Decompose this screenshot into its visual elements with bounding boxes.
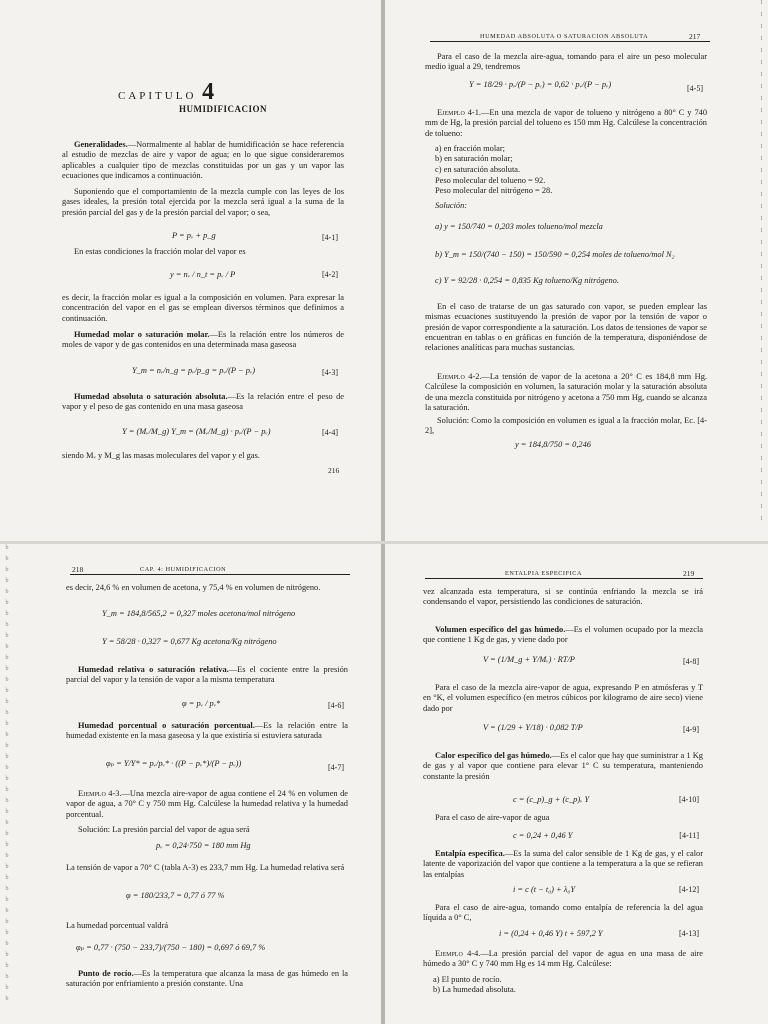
paragraph: La humedad porcentual valdrá — [66, 921, 169, 930]
scan-separator — [0, 541, 768, 544]
equation: y = nᵥ / n_t = pᵥ / P — [170, 270, 236, 279]
paragraph — [66, 721, 348, 742]
equation-number: [4-8] — [683, 657, 699, 666]
equation: φ = pᵥ / pᵥ* — [182, 699, 221, 708]
equation: c = (c_p)_g + (c_p)ᵥ Y — [513, 795, 590, 804]
equation-number: [4-6] — [328, 701, 344, 710]
paragraph — [62, 392, 344, 413]
paragraph: En el caso de tratarse de un gas saturado con vapor, se pueden emplear las mismas ecuaciones sustituyendo la presión de vapor por la tensión de vapor o presión de vapor correspondiente a la saturación. Los datos de tensiones de vapor se encuentran en tablas o en gráficas en función de la temperatura, disponiéndose de relaciones analíticas para muchas sustancias. — [425, 302, 707, 352]
example-label: Ejemplo 4-2. — [437, 372, 482, 381]
paragraph — [423, 751, 703, 782]
paragraph: Solución: La presión parcial del vapor de agua será — [78, 825, 250, 834]
paragraph: La tensión de vapor a 70° C (tabla A-3) es 233,7 mm Hg. La humedad relativa será — [66, 863, 345, 872]
equation: pᵥ = 0,24·750 = 180 mm Hg — [156, 841, 251, 850]
equation: V = (1/29 + Y/18) · 0,082 T/P — [483, 723, 583, 732]
paragraph-heading: Humedad molar o saturación molar. — [74, 330, 210, 339]
paragraph: vez alcanzada esta temperatura, si se continúa enfriando la mezcla se irá condensando el vapor, persistiendo las condiciones de saturación. — [423, 587, 703, 607]
page-219 — [385, 545, 768, 1024]
page-218 — [0, 545, 383, 1024]
given-line: Peso molecular del tolueno = 92. — [435, 176, 546, 185]
paragraph — [423, 849, 703, 880]
paragraph-heading: Volumen específico del gas húmedo. — [435, 625, 566, 634]
running-header: CAP. 4: HUMIDIFICACION — [140, 566, 227, 573]
page-216 — [0, 0, 383, 540]
equation: c = 0,24 + 0,46 Y — [513, 831, 573, 840]
paragraph: Para el caso de aire-vapor de agua — [435, 813, 550, 822]
paragraph-text: —Es la suma del calor sensible de 1 Kg de gas, y el calor latente de vaporización del vapor que contiene a la temperatura a la que se refieran las entalpías — [423, 849, 703, 879]
equation-number: [4-4] — [322, 428, 338, 437]
equation: y = 184,8/750 = 0,246 — [515, 440, 591, 449]
equation: Y = 18/29 · pᵥ/(P − pᵥ) = 0,62 · pᵥ/(P − pᵥ) — [469, 80, 612, 89]
running-header: ENTALPIA ESPECIFICA — [505, 570, 583, 577]
equation-number: [4-2] — [322, 270, 338, 279]
paragraph: Suponiendo que el comportamiento de la mezcla cumple con las leyes de los gases ideales, la presión total ejercida por la mezcla será igual a la suma de la presión parcial del gas y de la presión parcial del vapor; o sea, — [62, 187, 344, 217]
example-text: —Una mezcla aire-vapor de agua contiene el 24 % en volumen de vapor de agua, a 70° C y 750 mm Hg. Calcúlese la humedad relativa y la humedad porcentual. — [66, 789, 349, 819]
paragraph-text: —Es la relación entre los números de moles de vapor y de gas contenidos en una determinada masa gaseosa — [62, 330, 344, 350]
paragraph-heading: Generalidades. — [74, 140, 128, 149]
paragraph: En estas condiciones la fracción molar del vapor es — [74, 247, 246, 256]
paragraph — [66, 665, 348, 686]
list-item: b) La humedad absoluta. — [433, 985, 516, 995]
equation: Y_m = nᵥ/n_g = pᵥ/p_g = pᵥ/(P − pᵥ) — [132, 366, 256, 375]
equation-number: [4-10] — [679, 795, 699, 804]
equation: i = c (t − t₀) + λ₀Y — [513, 885, 575, 894]
page-number: 217 — [689, 32, 701, 41]
example-label: Ejemplo 4-3. — [78, 789, 122, 798]
list-item: c) en saturación absoluta. — [435, 164, 521, 174]
example — [425, 372, 707, 413]
list-item: a) El punto de rocío. — [433, 975, 502, 984]
paragraph: Para el caso de aire-agua, tomando como entalpía de referencia la del agua líquida a 0° C, — [423, 903, 703, 923]
equation: φ = 180/233,7 = 0,77 ó 77 % — [126, 891, 225, 900]
binding-edge-marks: b b b b b b b b b b b b b b b b b b b b b b b b b b b b b b b b b b b b b b b b b b — [5, 545, 9, 1002]
page-number: 218 — [72, 565, 84, 574]
example-items — [433, 975, 703, 996]
equation: i = (0,24 + 0,46 Y) t + 597,2 Y — [499, 929, 603, 938]
paragraph-heading: Humedad relativa o saturación relativa. — [78, 665, 229, 674]
paragraph-text: —Es la relación entre el peso de vapor y el peso de gas contenido en una masa gaseosa — [62, 392, 345, 412]
equation-number: [4-5] — [687, 84, 703, 93]
list-item: b) en saturación molar; — [435, 154, 513, 164]
paragraph-heading: Humedad absoluta o saturación absoluta. — [74, 392, 228, 401]
example — [423, 949, 703, 970]
paragraph: Para el caso de la mezcla aire-agua, tomando para el aire un peso molecular medio igual a 29, tendremos — [425, 52, 707, 72]
equation: P = pᵥ + p_g — [172, 231, 216, 240]
equation-number: [4-13] — [679, 929, 699, 938]
example — [66, 789, 348, 820]
paragraph-text: —Es el volumen ocupado por la mezcla que contiene 1 Kg de gas, y viene dado por — [423, 625, 703, 645]
running-header: HUMEDAD ABSOLUTA O SATURACION ABSOLUTA — [480, 33, 649, 40]
equation-number: [4-12] — [679, 885, 699, 894]
paragraph: es decir, 24,6 % en volumen de acetona, y 75,4 % en volumen de nitrógeno. — [66, 583, 321, 592]
paragraph-text: —Es la relación entre la humedad existente en la masa gaseosa y la que existiría si estuviera saturada — [66, 721, 348, 741]
chapter-number: 4 — [202, 79, 215, 105]
page-number: 216 — [328, 466, 340, 475]
example-items — [435, 144, 707, 175]
example-label: Ejemplo 4-1. — [437, 108, 482, 117]
chapter-label: CAPITULO — [118, 90, 197, 102]
solution-label: Solución: — [435, 201, 468, 210]
paragraph: siendo Mᵥ y M_g las masas moleculares del vapor y el gas. — [62, 451, 260, 460]
given-line: Peso molecular del nitrógeno = 28. — [435, 186, 553, 196]
equation-number: [4-11] — [679, 831, 699, 840]
solution-step: c) Y = 92/28 · 0,254 = 0,835 Kg tolueno/Kg nitrógeno. — [435, 276, 619, 285]
paragraph-text: —Normalmente al hablar de humidificación se hace referencia al estudio de mezclas de aire y vapor de agua; en lo que sigue consideraremos aplicables a cualquier tipo de mezclas constituidas por un gas y un vapor las ecuaciones que indicamos a continuación. — [62, 140, 344, 180]
equation: Y_m = 184,8/565,2 = 0,327 moles acetona/mol nitrógeno — [102, 609, 296, 618]
paragraph: Para el caso de la mezcla aire-vapor de agua, expresando P en atmósferas y T en °K, el volumen específico (en metros cúbicos por kilogramo de aire seco) viene dado por — [423, 683, 703, 713]
example-text: —En una mezcla de vapor de tolueno y nitrógeno a 80° C y 740 mm de Hg, la presión parcial del tolueno es 150 mm Hg. Calcúlese la concentración de tolueno: — [425, 108, 708, 138]
equation: Y = (Mᵥ/M_g) Y_m = (Mᵥ/M_g) · pᵥ/(P − pᵥ) — [122, 427, 271, 436]
equation: Y = 58/28 · 0,327 = 0,677 Kg acetona/Kg nitrógeno — [102, 637, 277, 646]
paragraph-heading: Entalpía específica. — [435, 849, 505, 858]
equation-number: [4-3] — [322, 368, 338, 377]
equation: φₚ = Y/Y* = pᵥ/pᵥ* · ((P − pᵥ*)/(P − pᵥ)) — [106, 759, 242, 768]
paragraph: es decir, la fracción molar es igual a la composición en volumen. Para expresar la concentración del vapor en el gas se emplean diversos términos que definimos a continuación. — [62, 293, 344, 323]
paragraph — [62, 330, 344, 351]
paragraph — [66, 969, 348, 990]
paragraph-text: —Es el cociente entre la presión parcial del vapor y la tensión de vapor a la misma temperatura — [66, 665, 348, 685]
list-item: a) en fracción molar; — [435, 144, 505, 153]
binding-edge-marks: 1 1 1 1 1 1 1 1 1 1 1 1 1 1 1 1 1 1 1 1 1 1 1 1 1 1 1 1 1 1 1 1 1 1 1 1 1 1 1 1 1 1 1 1 — [760, 0, 763, 522]
example-label: Ejemplo 4-4. — [435, 949, 481, 958]
paragraph: Solución: Como la composición en volumen es igual a la fracción molar, Ec. [4-2], — [425, 416, 707, 436]
paragraph-heading: Punto de rocío. — [78, 969, 134, 978]
paragraph-text: —Es el calor que hay que suministrar a 1 Kg de gas y al vapor que contiene para elevar 1° C su temperatura, manteniendo constante la presión — [423, 751, 703, 781]
paragraph — [423, 625, 703, 646]
equation-number: [4-7] — [328, 763, 344, 772]
paragraph — [62, 140, 344, 181]
page-217 — [385, 0, 768, 540]
paragraph-heading: Calor específico del gas húmedo. — [435, 751, 552, 760]
chapter-title: HUMIDIFICACION — [179, 104, 267, 114]
chapter-heading — [118, 78, 344, 107]
paragraph-heading: Humedad porcentual o saturación porcentual. — [78, 721, 255, 730]
solution-step: a) y = 150/740 = 0,203 moles tolueno/mol mezcla — [435, 222, 603, 231]
example-text: —La presión parcial del vapor de agua en una masa de aire húmedo a 30° C y 740 mm Hg es 14 mm Hg. Calcúlese: — [423, 949, 704, 969]
example-text: —La tensión de vapor de la acetona a 20° C es 184,8 mm Hg. Calcúlese la composición en volumen, la saturación molar y la saturación absoluta de una mezcla constituida por nitrógeno y acetona a 750 mm Hg, cuando se alcanza la saturación. — [425, 372, 708, 412]
equation: φₚ = 0,77 · (750 − 233,7)/(750 − 180) = 0,697 ó 69,7 % — [76, 943, 266, 952]
equation-number: [4-1] — [322, 233, 338, 242]
given-data — [435, 176, 707, 197]
equation-number: [4-9] — [683, 725, 699, 734]
page-number: 219 — [683, 569, 695, 578]
example — [425, 108, 707, 139]
solution-step: b) Y_m = 150/(740 − 150) = 150/590 = 0,254 moles de tolueno/mol N₂ — [435, 250, 675, 259]
equation: V = (1/M_g + Y/Mᵥ) · RT/P — [483, 655, 575, 664]
paragraph-text: —Es la temperatura que alcanza la masa de gas húmedo en la saturación por enfriamiento a presión constante. Una — [66, 969, 348, 989]
